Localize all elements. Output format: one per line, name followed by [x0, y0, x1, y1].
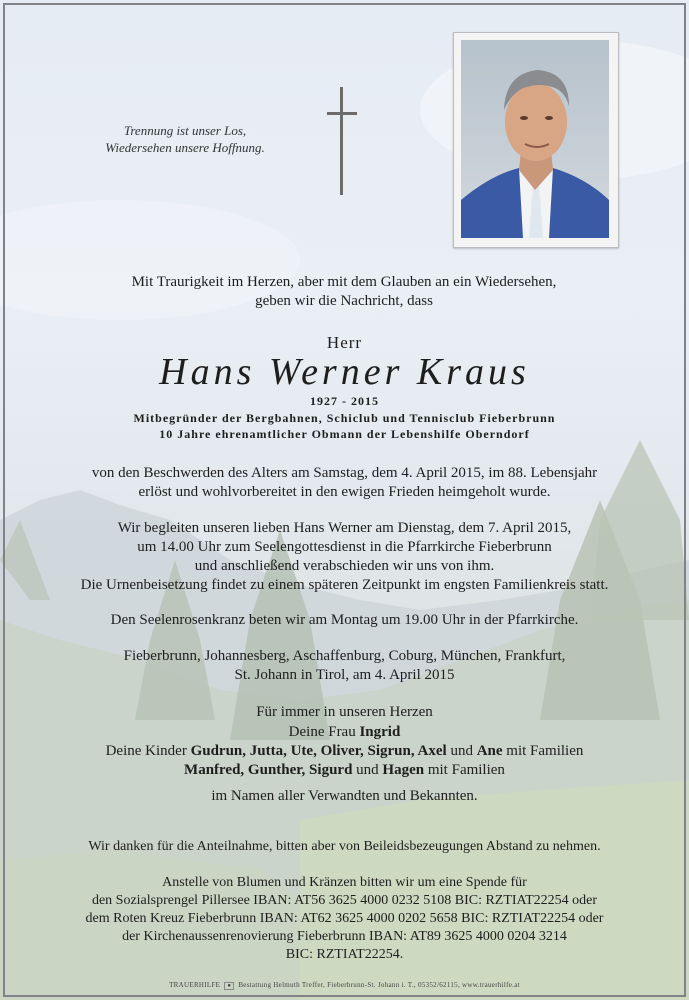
announcement-line-2: erlöst und wohlvorbereitet in den ewigen Frieden heimgeholt wurde. [138, 484, 551, 500]
sons-and: und [356, 762, 379, 778]
footer-brand: TRAUERHILFE [169, 981, 221, 989]
sons-in-law-line [40, 761, 649, 780]
role-line-1: Mitbegründer der Bergbahnen, Schiclub und Tennisclub Fieberbrunn [133, 411, 556, 425]
children-names: Gudrun, Jutta, Ute, Oliver, Sigrun, Axel [190, 743, 447, 759]
sons-in-law-names: Manfred, Gunther, Sigurd [184, 762, 353, 778]
donation-line-5: BIC: RZTIAT22254. [285, 947, 404, 962]
donation-paragraph [40, 874, 649, 964]
children-line [40, 742, 649, 761]
footer [0, 981, 689, 990]
donation-line-3: dem Roten Kreuz Fieberbrunn IBAN: AT62 3625 4000 0202 5658 BIC: RZTIAT22254 oder [85, 911, 604, 926]
rosary-paragraph: Den Seelenrosenkranz beten wir am Montag um 19.00 Uhr in der Pfarrkirche. [110, 612, 579, 628]
portrait-image [461, 40, 609, 238]
places-paragraph [40, 647, 649, 685]
life-years: 1927 - 2015 [310, 394, 379, 408]
roles-text [0, 410, 689, 442]
intro-line-2: geben wir die Nachricht, dass [255, 293, 433, 309]
funeral-line-4: Die Urnenbeisetzung findet zu einem späteren Zeitpunkt im engsten Familienkreis statt. [80, 577, 609, 593]
children-suffix: mit Familien [506, 743, 584, 759]
wife-name: Ingrid [359, 724, 401, 740]
salutation: Herr [326, 333, 363, 352]
funeral-line-1: Wir begleiten unseren lieben Hans Werner am Dienstag, dem 7. April 2015, [117, 520, 572, 536]
sons-last: Hagen [382, 762, 425, 778]
children-and: und [450, 743, 473, 759]
motto-line-2: Wiedersehen unsere Hoffnung. [105, 140, 265, 155]
footer-text: Bestattung Helmuth Treffer, Fieberbrunn-St. Johann i. T., 05352/62115, www.trauerhilfe.at [238, 981, 520, 989]
family-paragraph [40, 723, 649, 780]
portrait-photo [461, 40, 609, 238]
cross-icon [327, 87, 357, 197]
announcement-line-1: von den Beschwerden des Alters am Samstag, dem 4. April 2015, im 88. Lebensjahr [91, 465, 598, 481]
announcement-paragraph [40, 464, 649, 502]
intro-text [80, 273, 608, 311]
forever-line: Für immer in unseren Herzen [256, 704, 433, 720]
children-last: Ane [476, 743, 503, 759]
donation-line-1: Anstelle von Blumen und Kränzen bitten wir um eine Spende für [162, 875, 527, 890]
sons-suffix: mit Familien [427, 762, 505, 778]
funeral-line-2: um 14.00 Uhr zum Seelengottesdienst in die Pfarrkirche Fieberbrunn [137, 539, 552, 555]
donation-line-4: der Kirchenaussenrenovierung Fieberbrunn IBAN: AT89 3625 4000 0204 3214 [122, 929, 567, 944]
deceased-name: Hans Werner Kraus [159, 351, 530, 393]
funeral-paragraph [40, 519, 649, 595]
children-prefix: Deine Kinder [105, 743, 187, 759]
intro-line-1: Mit Traurigkeit im Herzen, aber mit dem Glauben an ein Wiedersehen, [131, 274, 557, 290]
wife-prefix: Deine Frau [288, 724, 356, 740]
wife-line [40, 723, 649, 742]
motto-quote [60, 122, 310, 156]
role-line-2: 10 Jahre ehrenamtlicher Obmann der Lebenshilfe Oberndorf [159, 427, 530, 441]
portrait-frame [453, 32, 619, 248]
places-line-2: St. Johann in Tirol, am 4. April 2015 [234, 667, 455, 683]
places-line-1: Fieberbrunn, Johannesberg, Aschaffenburg, Coburg, München, Frankfurt, [123, 648, 566, 664]
trauerhilfe-logo-icon: ● [224, 982, 234, 990]
relatives-line: im Namen aller Verwandten und Bekannten. [211, 788, 478, 804]
funeral-line-3: und anschließend verabschieden wir uns von ihm. [194, 558, 495, 574]
thanks-line: Wir danken für die Anteilnahme, bitten aber von Beileidsbezeugungen Abstand zu nehmen. [88, 839, 601, 854]
motto-line-1: Trennung ist unser Los, [123, 123, 247, 138]
donation-line-2: den Sozialsprengel Pillersee IBAN: AT56 3625 4000 0232 5108 BIC: RZTIAT22254 oder [91, 893, 598, 908]
